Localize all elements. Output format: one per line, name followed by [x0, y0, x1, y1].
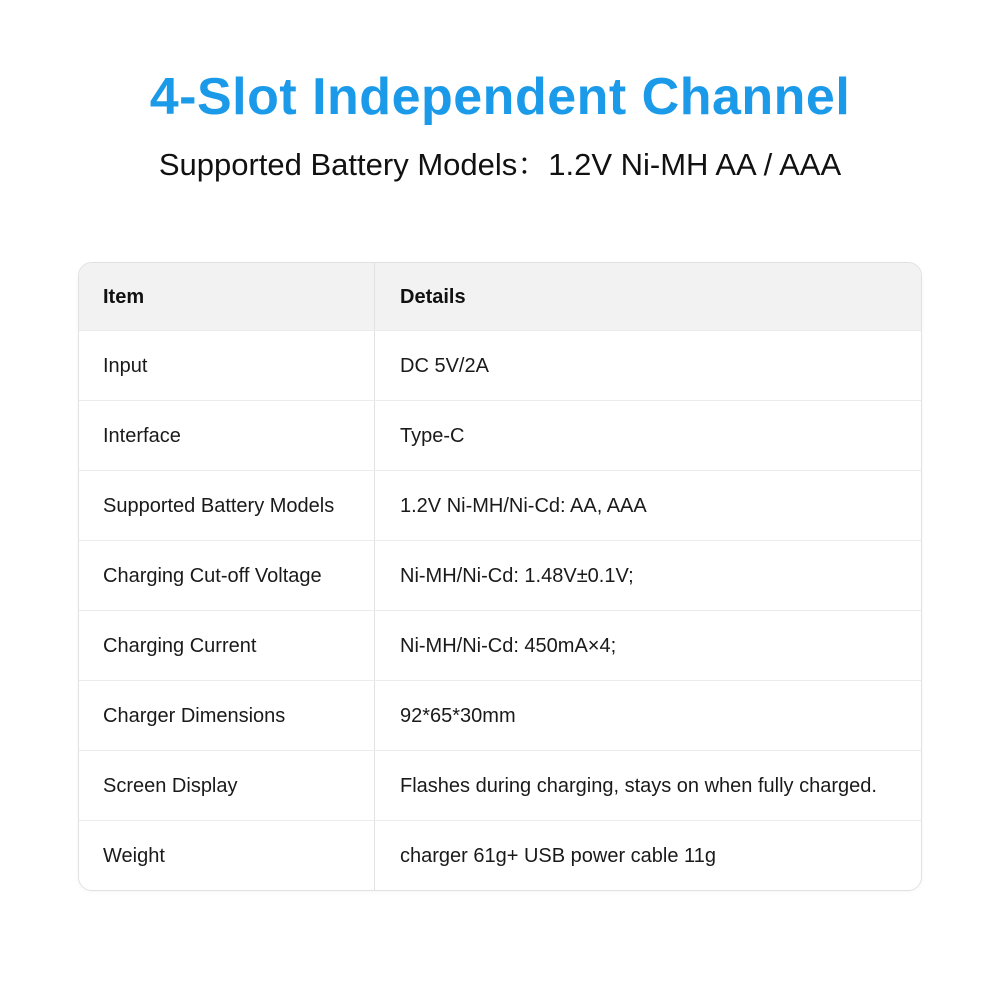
details-cell: Ni-MH/Ni-Cd: 450mA×4; — [400, 634, 617, 657]
column-header-details: Details — [400, 285, 466, 308]
page-subtitle: Supported Battery Models：1.2V Ni-MH AA / AAA — [158, 147, 842, 182]
details-cell: DC 5V/2A — [400, 354, 489, 377]
item-cell: Charger Dimensions — [79, 681, 375, 750]
table-row-supported-battery-models — [79, 470, 921, 540]
page-title: 4-Slot Independent Channel — [149, 68, 851, 126]
column-header-item: Item — [79, 263, 375, 330]
details-cell: charger 61g+ USB power cable 11g — [400, 844, 716, 867]
details-cell: Type-C — [400, 424, 465, 447]
table-row-interface — [79, 400, 921, 470]
table-row-screen-display — [79, 750, 921, 820]
table-row-charging-cutoff-voltage — [79, 540, 921, 610]
item-cell: Interface — [79, 401, 375, 470]
table-row-input — [79, 330, 921, 400]
item-cell: Supported Battery Models — [79, 471, 375, 540]
details-cell: 92*65*30mm — [400, 704, 516, 727]
details-cell: Flashes during charging, stays on when fully charged. — [400, 774, 877, 797]
item-cell: Weight — [79, 821, 375, 890]
table-header-row — [79, 263, 921, 330]
item-cell: Input — [79, 331, 375, 400]
specs-table — [78, 262, 922, 891]
table-row-charger-dimensions — [79, 680, 921, 750]
details-cell: 1.2V Ni-MH/Ni-Cd: AA, AAA — [400, 494, 647, 517]
table-row-charging-current — [79, 610, 921, 680]
item-cell: Charging Current — [79, 611, 375, 680]
item-cell: Screen Display — [79, 751, 375, 820]
details-cell: Ni-MH/Ni-Cd: 1.48V±0.1V; — [400, 564, 634, 587]
item-cell: Charging Cut-off Voltage — [79, 541, 375, 610]
table-row-weight — [79, 820, 921, 890]
